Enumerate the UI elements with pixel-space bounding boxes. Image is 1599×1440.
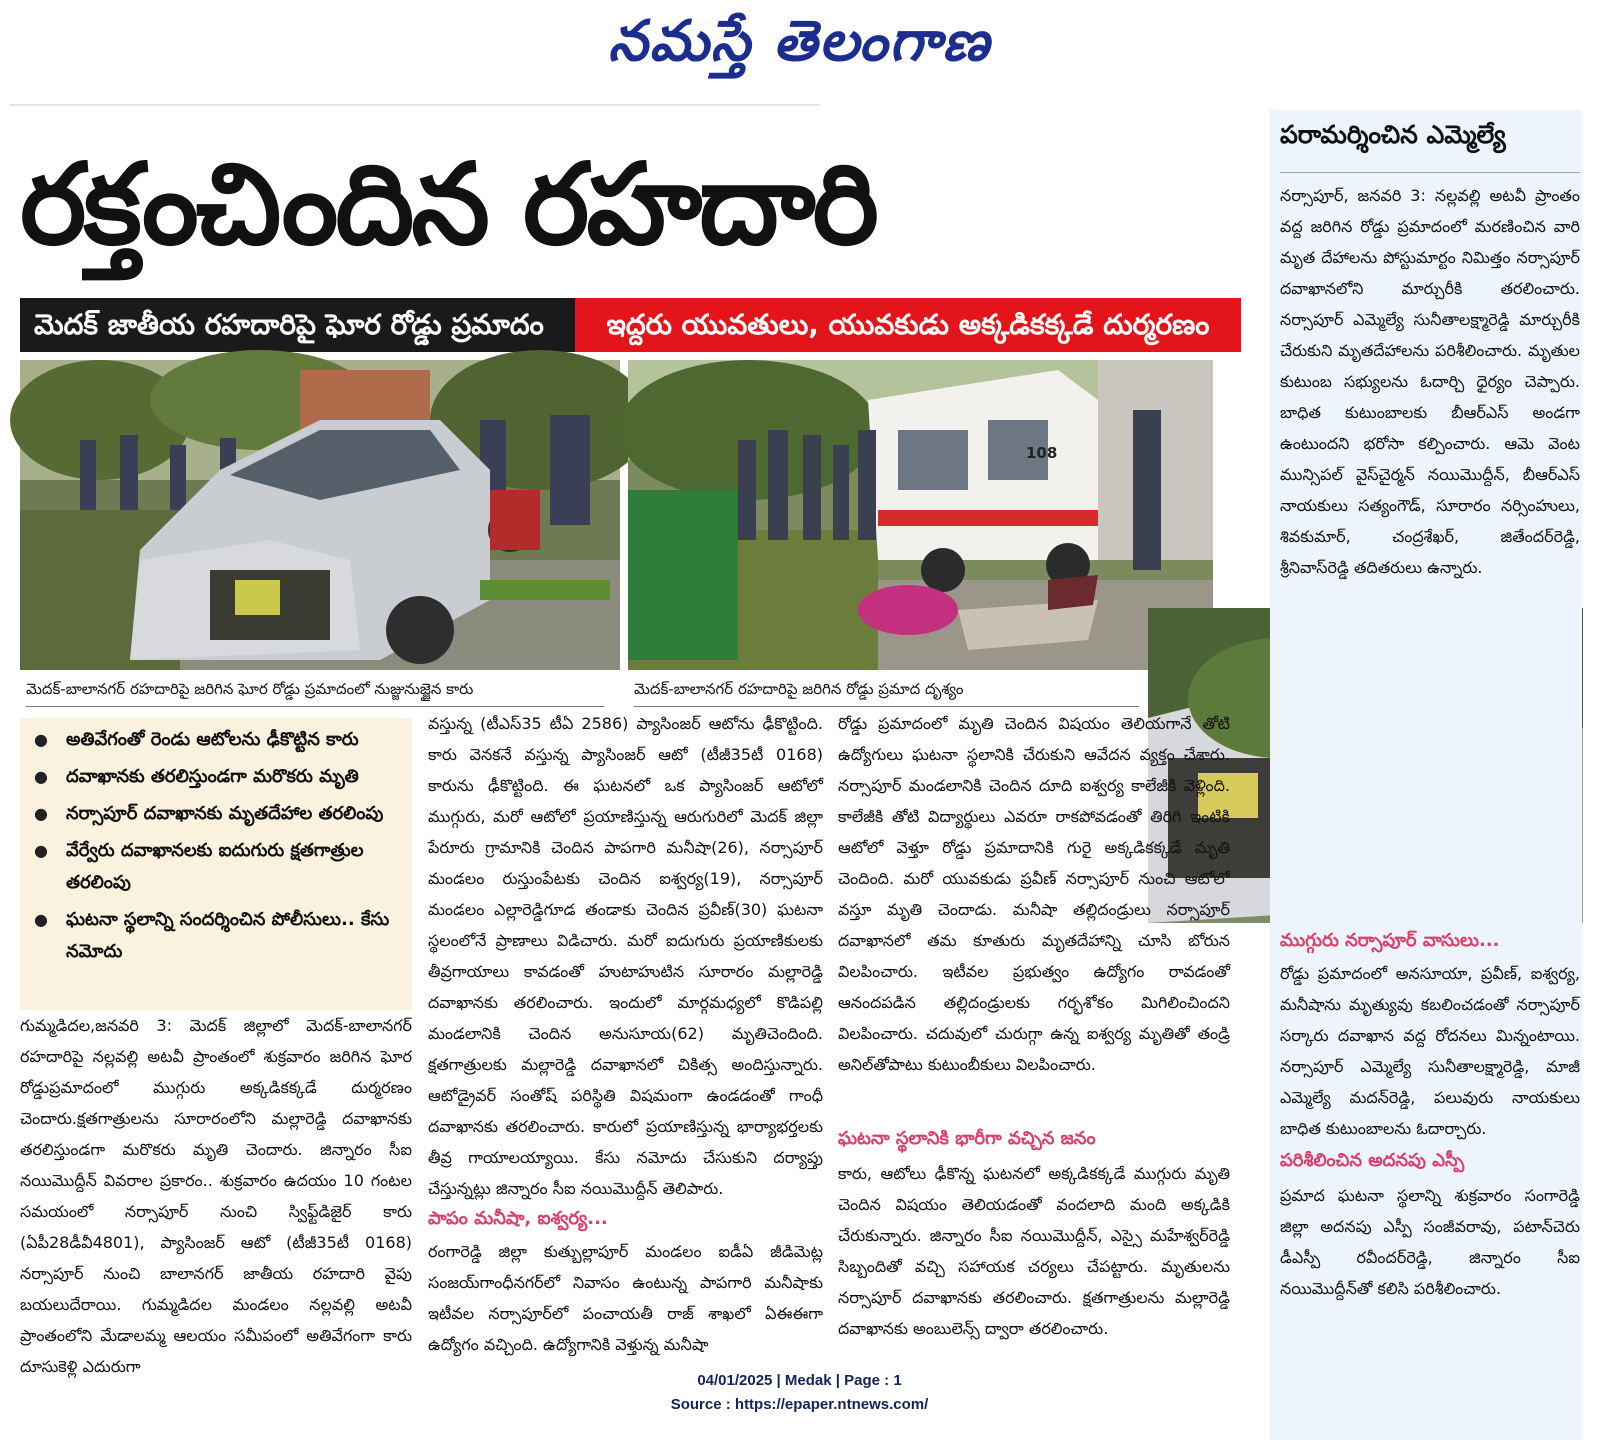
photo-caption-middle: మెదక్-బాలానగర్ రహదారిపై జరిగిన రోడ్డు ప్రమాద దృశ్యం [634,680,1139,707]
article-column-3b: కారు, ఆటోలు ఢీకొన్న ఘటనలో అక్కడికక్కడే ముగ్గురు మృతి చెందిన విషయం తెలియడంతో వందలాది మంది అక్కడికి చేరుకున్నారు. జిన్నారం సీఐ నయిమొద్దీన్, ఎస్సై మహేశ్వర్‌రెడ్డి సిబ్బందితో వచ్చి సహాయక చర్యలు చేపట్టారు. మృతులను నర్సాపూర్ దవాఖానకు తరలించారు. క్షతగాత్రులను మల్లారెడ్డి దవాఖానకు అంబులెన్స్ ద్వారా తరలించారు. [838,1164,1230,1338]
article-headline: రక్తంచిందిన రహదారి [20,140,876,270]
article-column-3a: రోడ్డు ప్రమాదంలో మృతి చెందిన విషయం తెలియగానే తోటి ఉద్యోగులు ఘటనా స్థలానికి చేరుకుని ఆవేదన వ్యక్తం చేశారు. నర్సాపూర్ మండలానికి చెందిన దూది ఐశ్వర్య కాలేజీకి వెళ్లింది. కాలేజీకి తోటి విద్యార్థులు ఎవరూ రాకపోవడంతో తిరిగి ఇంటికి ఆటోలో వెళ్తూ రోడ్డు ప్రమాదానికి గురై అక్కడికక్కడే మృతి చెందింది. మరో యువకుడు ప్రవీణ్ నర్సాపూర్ నుంచి ఆటోలో వస్తూ మృతి చెందాడు. మనీషా తల్లిదండ్రులు నర్సాపూర్ దవాఖానలో తమ కూతురు మృతదేహాన్ని చూసి బోరున విలపించారు. ఇటీవల ప్రభుత్వం ఉద్యోగం రావడంతో ఆనందపడిన తల్లిదండ్రులకు గర్భశోకం మిగిలించిందని విలపించారు. చదువులో చురుగ్గా ఉన్న ఐశ్వర్య మృతితో తండ్రి అనిల్‌తోపాటు కుటుంబీకులు విలపించారు. [838,714,1230,1074]
newspaper-masthead: నమస్తే తెలంగాణ [608,8,991,74]
highlight-item: ● దవాఖానకు తరలిస్తుండగా మరొకరు మృతి [20,761,412,793]
ambulance-number: 108 [1026,444,1058,462]
photo-crashed-car [20,360,620,670]
highlight-item: ● ఘటనా స్థలాన్ని సందర్శించిన పోలీసులు.. కేసు నమోదు [20,904,412,968]
footer-source-link[interactable]: Source : https://epaper.ntnews.com/ [670,1396,929,1413]
bullet-icon: ● [34,910,48,929]
subheading-column-2: పాపం మనీషా, ఐశ్వర్య... [428,1208,608,1229]
highlight-item: ● వేర్వేరు దవాఖానలకు ఐదుగురు క్షతగాత్రుల తరలింపు [20,835,412,899]
footer-edition-line: 04/01/2025 | Medak | Page : 1 [697,1372,902,1389]
sidebar-body: నర్సాపూర్, జనవరి 3: నల్లవల్లి అటవీ ప్రాంతం వద్ద జరిగిన రోడ్డు ప్రమాదంలో మరణించిన వారి మృత దేహాలను పోస్టుమార్టం నిమిత్తం నర్సాపూర్ దవాఖానలోని మార్చురీకి తరలించారు. నర్సాపూర్ ఎమ్మెల్యే సునీతాలక్ష్మారెడ్డి మార్చురీకి చేరుకుని మృతదేహాలను పరిశీలించారు. మృతుల కుటుంబ సభ్యులను ఓదార్చి ధైర్యం చెప్పారు. బాధిత కుటుంబాలకు బీఆర్‌ఎస్ అండగా ఉంటుందని భరోసా కల్పించారు. ఆమె వెంట మున్సిపల్ వైస్‌చైర్మన్ నయిమొద్దీన్, బీఆర్‌ఎస్ నాయకులు సత్యంగౌడ్, సూరారం నర్సింహులు, శివకుమార్, చంద్రశేఖర్, జితేందర్‌రెడ్డి, శ్రీనివాస్‌రెడ్డి తదితరులు ఉన్నారు. [1280,186,1580,577]
article-column-2b: రంగారెడ్డి జిల్లా కుత్బుల్లాపూర్ మండలం ఐడీఏ జీడిమెట్ల సంజయ్‌గాంధీనగర్‌లో నివాసం ఉంటున్న పాపగారి మనీషాకు ఇటీవల నర్సాపూర్‌లో పంచాయతీ రాజ్ శాఖలో ఏఈఈగా ఉద్యోగం వచ్చింది. ఉద్యోగానికి వెళ్తున్న మనీషా [428,1242,823,1354]
banner-right: ఇద్దరు యువతులు, యువకుడు అక్కడికక్కడే దుర్మరణం [575,298,1241,352]
subheading-column-3: ఘటనా స్థలానికి భారీగా వచ్చిన జనం [838,1128,1096,1149]
sidebar-body-2: ప్రమాద ఘటనా స్థలాన్ని శుక్రవారం సంగారెడ్డి జిల్లా అదనపు ఎస్పీ సంజీవరావు, పటాన్‌చెరు డీఎస్పీ రవీందర్‌రెడ్డి, జిన్నారం సీఐ నయిమొద్దీన్‌తో కలిసి పరిశీలించారు. [1280,1186,1580,1298]
article-column-2a: వస్తున్న (టీఎస్35 టీఏ 2586) ప్యాసింజర్ ఆటోను ఢీకొట్టింది. కారు వెనకనే వస్తున్న ప్యాసింజర్ ఆటో (టీజీ35టీ 0168) కారును ఢీకొట్టింది. ఈ ఘటనలో ఒక ప్యాసింజర్ ఆటోలో ముగ్గురు, మరో ఆటోలో ప్రయాణిస్తున్న ఆరుగురిలో మెదక్ జిల్లా పేరూరు గ్రామానికి చెందిన పాపగారి మనీషా(26), నర్సాపూర్ మండలం రుస్తుంపేటకు చెందిన ఐశ్వర్య(19), నర్సాపూర్ మండలం ఎల్లారెడ్డిగూడ తండాకు చెందిన ప్రవీణ్(30) ఘటనా స్థలంలోనే ప్రాణాలు విడిచారు. మరో ఐదుగురు ప్రయాణికులకు తీవ్రగాయాలు కావడంతో హుటాహుటిన సూరారం మల్లారెడ్డి దవాఖానకు తరలించారు. ఇందులో మార్గమధ్యలో కొడిపల్లి మండలానికి చెందిన అనుసూయ(62) మృతిచెందింది. క్షతగాత్రులకు మల్లారెడ్డి దవాఖానలో చికిత్స అందిస్తున్నారు. ఆటోడ్రైవర్ సంతోష్ పరిస్థితి విషమంగా ఉండడంతో గాంధీ దవాఖానకు తరలించారు. కారులో ప్రయాణిస్తున్న భార్యాభర్తలకు తీవ్ర గాయాలయ్యాయి. కేసు నమోదు చేసుకుని దర్యాప్తు చేస్తున్నట్లు జిన్నారం సీఐ నయిమొద్దీన్ తెలిపారు. [428,714,823,1198]
article-column-1: గుమ్మడిదల,జనవరి 3: మెదక్ జిల్లాలో మెదక్-బాలానగర్ రహదారిపై నల్లవల్లి అటవీ ప్రాంతంలో శుక్రవారం జరిగిన ఘోర రోడ్డుప్రమాదంలో ముగ్గురు అక్కడికక్కడే దుర్మరణం చెందారు.క్షతగాత్రులను సూరారంలోని మల్లారెడ్డి దవాఖానకు తరలిస్తుండగా మరొకరు మృతి చెందారు. జిన్నారం సీఐ నయిమొద్దీన్ వివరాల ప్రకారం.. శుక్రవారం ఉదయం 10 గంటల సమయంలో నర్సాపూర్ నుంచి స్విఫ్ట్‌డిజైర్ కారు (ఏపీ28డీవీ4801), ప్యాసింజర్ ఆటో (టీజీ35టీ 0168) నర్సాపూర్ నుంచి బాలానగర్ జాతీయ రహదారి వైపు బయలుదేరాయి. గుమ్మడిదల మండలం నల్లవల్లి అటవీ ప్రాంతంలోని మేడాలమ్మ ఆలయం సమీపంలో అతివేగంగా కారు దూసుకెళ్లి ఎదురుగా [20,1016,412,1376]
masthead-divider [10,104,820,106]
highlight-item: ● నర్సాపూర్ దవాఖానకు మృతదేహాల తరలింపు [20,798,412,830]
bullet-icon: ● [34,767,48,786]
photo-accident-scene [628,360,1213,670]
sidebar-title: పరామర్శించిన ఎమ్మెల్యే [1280,120,1506,149]
sidebar-divider [1280,172,1580,173]
banner-left: మెదక్ జాతీయ రహదారిపై ఘోర రోడ్డు ప్రమాదం [20,298,575,352]
bullet-icon: ● [34,841,48,860]
sidebar-subheading-2: పరిశీలించిన అదనపు ఎస్పీ [1280,1150,1465,1171]
sidebar-subheading-1: ముగ్గురు నర్సాపూర్ వాసులు... [1280,930,1500,951]
bullet-icon: ● [34,804,48,823]
photo-caption-left: మెదక్-బాలానగర్ రహదారిపై జరిగిన ఘోర రోడ్డు ప్రమాదంలో నుజ్జునుజ్జైన కారు [26,680,604,707]
highlight-item: ● అతివేగంతో రెండు ఆటోలను ఢీకొట్టిన కారు [20,724,412,756]
highlights-list [20,724,412,973]
bullet-icon: ● [34,730,48,749]
sidebar-body-1: రోడ్డు ప్రమాదంలో అనసూయా, ప్రవీణ్, ఐశ్వర్య, మనీషాను మృత్యువు కబలించడంతో నర్సాపూర్ సర్కారు దవాఖాన వద్ద రోదనలు మిన్నంటాయి. నర్సాపూర్ ఎమ్మెల్యే సునీతాలక్ష్మారెడ్డి, మాజీ ఎమ్మెల్యే మదన్‌రెడ్డి, పలువురు నాయకులు బాధిత కుటుంబాలను ఓదార్చారు. [1280,964,1580,1138]
